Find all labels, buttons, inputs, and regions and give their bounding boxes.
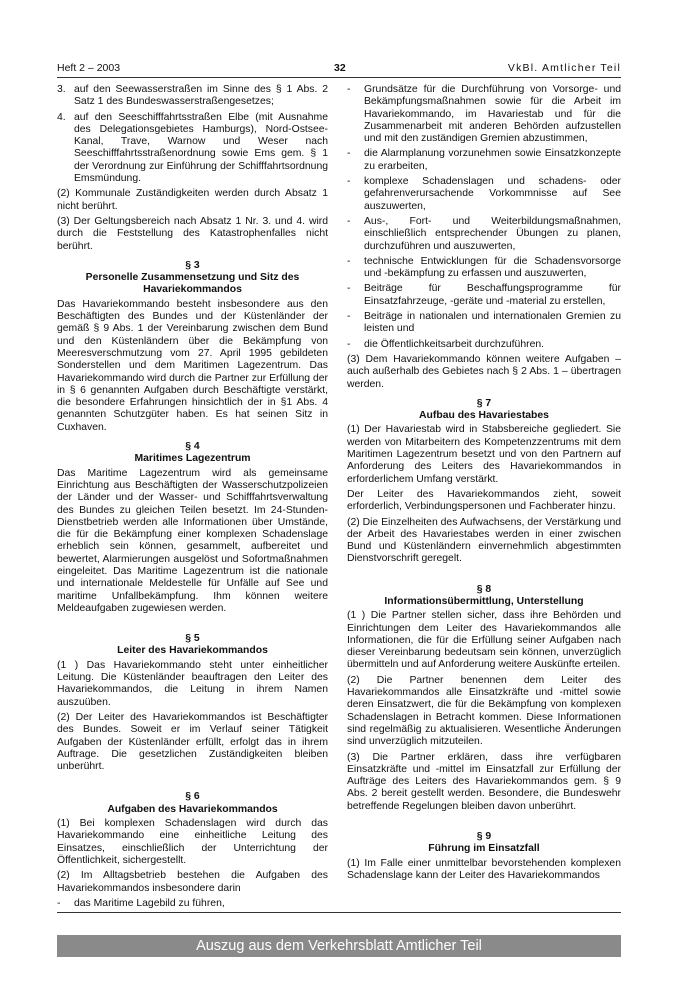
section-number: § 3 bbox=[185, 259, 200, 271]
dash-marker: - bbox=[347, 338, 351, 350]
dash-marker: - bbox=[347, 283, 351, 295]
paragraph: Das Maritime Lagezentrum wird als gemeinsame Einrichtung aus Beschäftigten der Wasserschutzpolizeien der Länder und der Wasser- und Schifffahrtsverwaltung des Bundes zu gleichen Teilen besetzt. Im 24-Stunden-Dienstbetrieb werden alle Informationen über Umstände, die für die Bekämpfung einer komplexen Schadenslage erheblich sein können, gesammelt, aufbereitet und bewertet, Alarmierungen ausgelöst und Sofortmaßnahmen eingeleitet. Das Maritime Lagezentrum ist die nationale und internationale Meldestelle für Unfälle auf See und maritime Unfallbekämpfung. Ihm können weitere Meldeaufgaben zugewiesen werden. bbox=[57, 467, 328, 614]
dash-text: die Öffentlichkeitsarbeit durchzuführen. bbox=[364, 338, 545, 350]
paragraph: (3) Die Partner erklären, dass ihre verfügbaren Einsatzkräfte und -mittel im Einsatzfall zur Erfüllung der Aufträge des Leiters des Havariekommandos gem. § 9 Abs. 2 bereit gestellt werden. Besondere, die Bundeswehr betreffende Regelungen bleiben davon unberührt. bbox=[347, 751, 621, 812]
dash-item bbox=[347, 148, 621, 173]
dash-marker: - bbox=[347, 148, 351, 160]
paragraph: (2) Kommunale Zuständigkeiten werden durch Absatz 1 nicht berührt. bbox=[57, 188, 328, 212]
publication-label: VkBl. Amtlicher Teil bbox=[507, 62, 621, 74]
item-number: 4. bbox=[57, 111, 66, 123]
item-text: auf den Seeschifffahrtsstraßen Elbe (mit Ausnahme des Delegationsgebietes Hamburgs), Nord-Ostsee-Kanal, Trave, Warnow und Weser nach Seeschifffahrtsstraßenordnung sowie Ems gem. § 1 der Verordnung zur Einführung der Schifffahrtsordnung Emsmündung. bbox=[74, 111, 328, 185]
paragraph: (2) Die Partner benennen dem Leiter des Havariekommandos alle Einsatzkräfte und -mittel sowie deren Einsatzwert, die für die Bekämpfung von komplexen Schadenslagen in Betracht kommen. Diese Informationen sind regelmäßig zu aktualisieren. Wesentliche Änderungen sind unverzüglich mitzuteilen. bbox=[347, 674, 621, 748]
dash-text: die Alarmplanung vorzunehmen sowie Einsatzkonzepte zu erarbeiten, bbox=[364, 148, 621, 172]
paragraph: (1) Bei komplexen Schadenslagen wird durch das Havariekommando eine einheitliche Leitung des Einsatzes, einschließlich der Unterrichtung der Öffentlichkeit, sichergestellt. bbox=[57, 818, 328, 866]
paragraph: (3) Dem Havariekommando können weitere Aufgaben – auch außerhalb des Gebietes nach § 2 Abs. 1 – übertragen werden. bbox=[347, 353, 621, 390]
dash-item bbox=[347, 283, 621, 308]
dash-text: technische Entwicklungen für die Schadensvorsorge und -bekämpfung zu erfassen und auszuwerten, bbox=[364, 255, 621, 280]
section-title: Aufbau des Havariestabes bbox=[419, 410, 549, 422]
right-column bbox=[347, 84, 621, 902]
section-title: Führung im Einsatzfall bbox=[428, 843, 540, 855]
page-header bbox=[57, 62, 621, 78]
dash-marker: - bbox=[347, 176, 351, 188]
section-number: § 6 bbox=[185, 791, 200, 803]
dash-marker: - bbox=[347, 311, 351, 323]
section-title: Personelle Zusammensetzung und Sitz des Havariekommandos bbox=[85, 272, 300, 296]
paragraph: Der Leiter des Havariekommandos zieht, soweit erforderlich, Verbindungspersonen und Fachberater hinzu. bbox=[347, 488, 621, 513]
list-item bbox=[57, 112, 328, 186]
dash-item bbox=[347, 84, 621, 145]
dash-text: das Maritime Lagebild zu führen, bbox=[74, 897, 225, 909]
header-rule bbox=[57, 77, 621, 78]
paragraph: (1 ) Das Havariekommando steht unter einheitlicher Leitung. Die Küstenländer beauftragen den Leiter des Havariekommandos, die Leitung in ihrem Namen auszuüben. bbox=[57, 659, 328, 708]
paragraph: Das Havariekommando besteht insbesondere aus den Beschäftigten des Bundes und der Küstenländer der gemäß § 9 Abs. 1 der Vereinbarung zwischen dem Bund und den Küstenländern über die Bekämpfung von Meeresverschmutzung vom 27. April 1995 gebildeten Sonderstellen und dem Maritimen Lagezentrum. Das Havariekommando wird durch die Partner zur Erfüllung der in § 6 genannten Aufgaben durch Beschäftigte verstärkt, die besondere Erfahrungen hinsichtlich der in §1 Abs. 4 genannten Schutzgüter haben. Es hat seinen Sitz in Cuxhaven. bbox=[57, 298, 328, 433]
footer-banner: Auszug aus dem Verkehrsblatt Amtlicher Teil bbox=[57, 935, 621, 957]
section-number: § 4 bbox=[185, 441, 200, 453]
dash-marker: - bbox=[57, 897, 61, 909]
paragraph: (2) Im Alltagsbetrieb bestehen die Aufgaben des Havariekommandos insbesondere darin bbox=[57, 870, 328, 894]
section-number: § 8 bbox=[476, 583, 492, 595]
footer-rule bbox=[57, 912, 621, 913]
item-number: 3. bbox=[57, 84, 66, 95]
dash-text: komplexe Schadenslagen und schadens- oder gefahrenverursachende Vorkommnisse auf See auszuwerten, bbox=[364, 176, 621, 212]
dash-item bbox=[347, 176, 621, 213]
list-item bbox=[57, 84, 328, 109]
page-number: 32 bbox=[334, 62, 346, 74]
dash-marker: - bbox=[347, 215, 351, 227]
section-title: Leiter des Havariekommandos bbox=[117, 645, 268, 657]
section-title: Informationsübermittlung, Unterstellung bbox=[384, 595, 584, 607]
paragraph: (1) Im Falle einer unmittelbar bevorstehenden komplexen Schadenslage kann der Leiter des Havariekommandos bbox=[347, 857, 621, 881]
paragraph: (1) Der Havariestab wird in Stabsbereiche gegliedert. Sie werden von Mitarbeitern des Kompetenzzentrums mit dem Maritimen Lagezentrum besetzt und von den Partnern auf Anforderung des Leiters des Havariekommandos in erforderlichem Umfang verstärkt. bbox=[347, 424, 621, 485]
dash-item bbox=[347, 216, 621, 253]
dash-item bbox=[347, 256, 621, 281]
paragraph: (2) Die Einzelheiten des Aufwachsens, der Verstärkung und der Arbeit des Havariestabes werden in einer zwischen Bund und Küstenländern einvernehmlich abgestimmten Dienstvorschrift geregelt. bbox=[347, 516, 621, 565]
dash-marker: - bbox=[347, 84, 351, 95]
dash-text: Beiträge für Beschaffungsprogramme für Einsatzfahrzeuge, -geräte und -material zu erstellen, bbox=[364, 283, 621, 307]
paragraph: (3) Der Geltungsbereich nach Absatz 1 Nr. 3. und 4. wird durch die Feststellung des Katastrophenfalles nicht berührt. bbox=[57, 215, 328, 252]
section-title: Maritimes Lagezentrum bbox=[134, 453, 251, 465]
dash-marker: - bbox=[347, 255, 351, 267]
dash-item bbox=[347, 311, 621, 336]
dash-text: Grundsätze für die Durchführung von Vorsorge- und Bekämpfungsmaßnahmen sowie für die Arbeit im Havariekommando, im Havariestab und für die Zusammenarbeit mit anderen Behörden aufzustellen und mit den zuständigen Gremien abzustimmen, bbox=[364, 84, 621, 145]
dash-item bbox=[57, 898, 328, 910]
section-title: Aufgaben des Havariekommandos bbox=[107, 803, 278, 815]
issue-label: Heft 2 – 2003 bbox=[57, 62, 121, 74]
left-column bbox=[57, 84, 328, 909]
dash-item bbox=[347, 339, 621, 351]
dash-text: Aus-, Fort- und Weiterbildungsmaßnahmen, einschließlich entsprechender Übungen zu planen, durchzuführen und auszuwerten, bbox=[364, 215, 621, 252]
item-text: auf den Seewasserstraßen im Sinne des § 1 Abs. 2 Satz 1 des Bundeswasserstraßengesetzes; bbox=[74, 84, 328, 108]
section-number: § 5 bbox=[185, 633, 200, 645]
dash-text: Beiträge in nationalen und internationalen Gremien zu leisten und bbox=[364, 311, 621, 335]
paragraph: (1 ) Die Partner stellen sicher, dass ihre Behörden und Einrichtungen dem Leiter des Havariekommandos alle Informationen, die für die Erfüllung seiner Aufgaben nach dieser Vereinbarung bedeutsam sein können, unverzüglich übermitteln und auf Anforderung weitere Auskünfte erteilen. bbox=[347, 610, 621, 671]
paragraph: (2) Der Leiter des Havariekommandos ist Beschäftigter des Bundes. Soweit er im Verlauf seiner Tätigkeit Aufgaben der Küstenländer erfüllt, erfolgt das in ihrem Auftrage. Die gesetzlichen Zuständigkeiten bleiben unberührt. bbox=[57, 711, 328, 773]
section-number: § 7 bbox=[476, 397, 492, 409]
section-number: § 9 bbox=[476, 831, 492, 843]
